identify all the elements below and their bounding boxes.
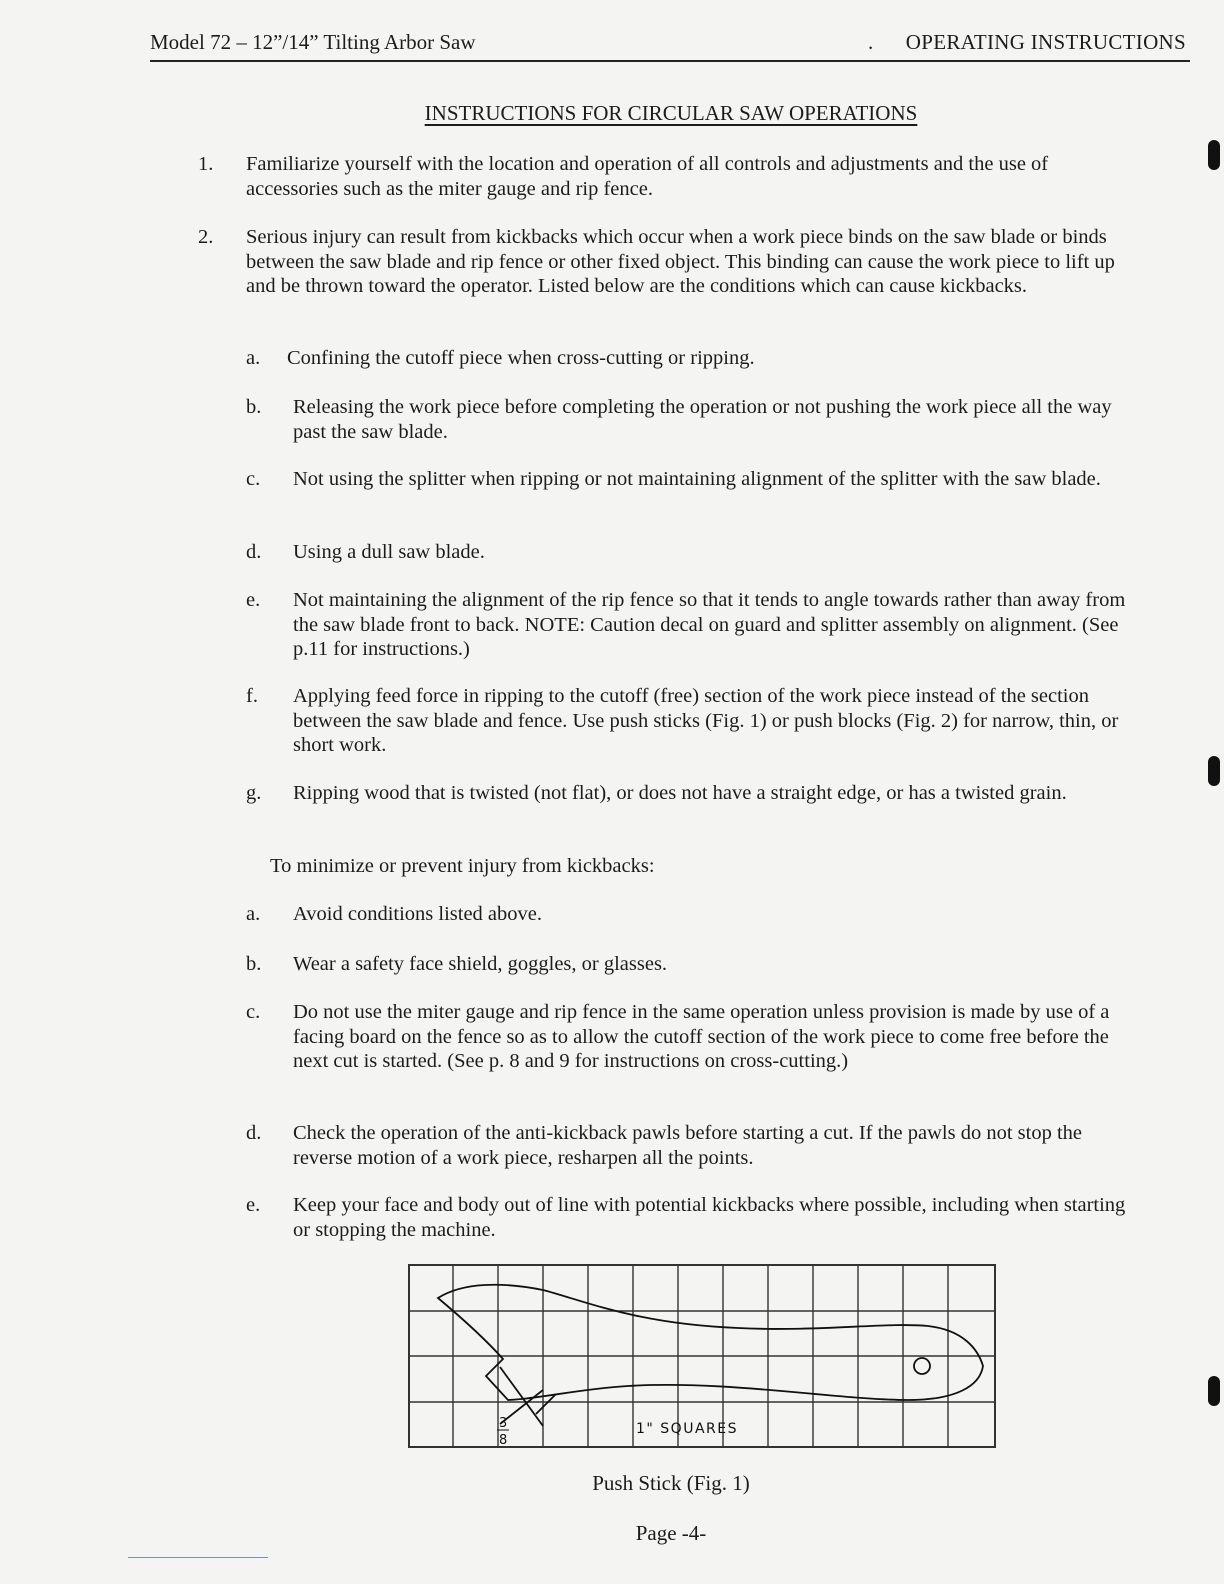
list-item: Check the operation of the anti-kickback pawls before starting a cut. If the pawls do not stop the reverse motion of a work piece, resharpen all the points. <box>293 1122 1083 1169</box>
scan-corner-line <box>128 1557 268 1558</box>
list-letter: f. <box>246 685 258 707</box>
scan-edge-mark <box>1208 756 1220 786</box>
list-letter: c. <box>246 468 261 490</box>
list-item: Wear a safety face shield, goggles, or glasses. <box>293 953 668 975</box>
list-letter: b. <box>246 396 262 418</box>
list-item: Not maintaining the alignment of the rip fence so that it tends to angle towards rather than away from the saw blade front to back. NOTE: Caution decal on guard and splitter assembly on alignment. (See p.11 for instructions.) <box>293 589 1126 660</box>
list-letter: d. <box>246 1122 262 1144</box>
page-header <box>150 28 1190 62</box>
grid-lines <box>409 1265 995 1447</box>
fraction-label <box>497 1416 509 1448</box>
prevent-intro: To minimize or prevent injury from kickbacks: <box>270 855 655 877</box>
item-text: Familiarize yourself with the location and operation of all controls and adjustments and the use of accessories such as the miter gauge and rip fence. <box>246 153 1049 200</box>
list-item: Applying feed force in ripping to the cutoff (free) section of the work piece instead of the section between the saw blade and fence. Use push sticks (Fig. 1) or push blocks (Fig. 2) for narrow, thin, or short work. <box>293 685 1119 756</box>
list-letter: e. <box>246 589 261 611</box>
svg-text:8: 8 <box>499 1433 508 1448</box>
list-item: Releasing the work piece before completing the operation or not pushing the work piece all the way past the saw blade. <box>293 396 1112 443</box>
list-letter: b. <box>246 953 262 975</box>
list-item: Keep your face and body out of line with potential kickbacks where possible, including when starting or stopping the machine. <box>293 1194 1126 1241</box>
header-dot: . <box>868 30 874 54</box>
list-letter: d. <box>246 541 262 563</box>
scan-edge-mark <box>1208 1376 1220 1406</box>
list-item: Using a dull saw blade. <box>293 541 485 563</box>
header-section-title: OPERATING INSTRUCTIONS <box>905 30 1186 54</box>
list-item: Ripping wood that is twisted (not flat), or does not have a straight edge, or has a twisted grain. <box>293 782 1067 804</box>
list-letter: c. <box>246 1001 261 1023</box>
list-letter: a. <box>246 347 261 369</box>
item-text: Serious injury can result from kickbacks which occur when a work piece binds on the saw blade or binds between the saw blade and rip fence or other fixed object. This binding can cause the work piece to lift up and be thrown toward the operator. Listed below are the conditions which can cause kickbacks. <box>246 226 1115 297</box>
list-letter: e. <box>246 1194 261 1216</box>
section-title: INSTRUCTIONS FOR CIRCULAR SAW OPERATIONS <box>424 101 918 125</box>
list-item: Confining the cutoff piece when cross-cutting or ripping. <box>287 347 755 369</box>
list-letter: g. <box>246 782 262 804</box>
push-stick-figure <box>408 1264 998 1449</box>
svg-text:3: 3 <box>499 1416 508 1431</box>
list-item: Avoid conditions listed above. <box>293 903 543 925</box>
list-item: Not using the splitter when ripping or not maintaining alignment of the splitter with the saw blade. <box>293 468 1101 490</box>
item-number: 1. <box>198 153 214 175</box>
grid-scale-label: 1" SQUARES <box>636 1421 738 1437</box>
list-letter: a. <box>246 903 261 925</box>
list-item: Do not use the miter gauge and rip fence in the same operation unless provision is made by use of a facing board on the fence so as to allow the cutoff section of the work piece to come free before the next cut is started. (See p. 8 and 9 for instructions on cross-cutting.) <box>293 1001 1110 1072</box>
page-number: Page -4- <box>635 1521 707 1545</box>
header-model-title: Model 72 – 12”/14” Tilting Arbor Saw <box>150 30 476 54</box>
figure-caption: Push Stick (Fig. 1) <box>592 1471 750 1495</box>
scan-edge-mark <box>1208 140 1220 170</box>
item-number: 2. <box>198 226 214 248</box>
